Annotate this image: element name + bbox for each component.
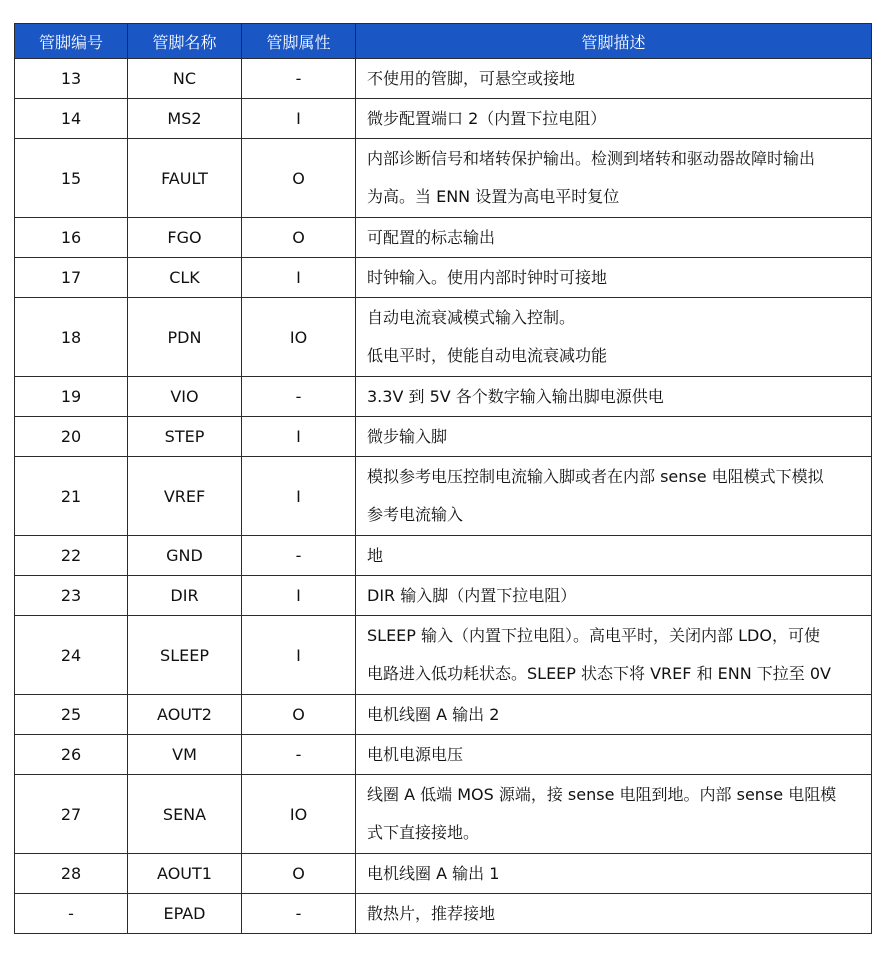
- pin-description-cell: [356, 695, 872, 735]
- pin-description-cell: [356, 616, 872, 695]
- pin-name-cell: NC: [128, 59, 242, 99]
- pin-attribute-cell: O: [242, 695, 356, 735]
- description-line: SLEEP 输入（内置下拉电阻）。高电平时，关闭内部 LDO，可使: [367, 626, 820, 645]
- pin-attribute-cell: I: [242, 258, 356, 298]
- pin-attribute-cell: I: [242, 576, 356, 616]
- pin-name-cell: AOUT2: [128, 695, 242, 735]
- pin-number-cell: 24: [15, 616, 128, 695]
- pin-number-cell: 20: [15, 417, 128, 457]
- header-pin-name: 管脚名称: [128, 24, 242, 59]
- pin-description-cell: [356, 576, 872, 616]
- header-pin-number: 管脚编号: [15, 24, 128, 59]
- pin-attribute-cell: IO: [242, 298, 356, 377]
- pin-attribute-cell: -: [242, 59, 356, 99]
- description-line: 电机线圈 A 输出 1: [367, 863, 500, 883]
- pin-name-cell: GND: [128, 536, 242, 576]
- pin-description-cell: [356, 775, 872, 854]
- description-line: 参考电流输入: [367, 505, 464, 524]
- header-pin-description: 管脚描述: [356, 24, 872, 59]
- pin-name-cell: AOUT1: [128, 854, 242, 894]
- table-row: [15, 457, 872, 536]
- description-line: 模拟参考电压控制电流输入脚或者在内部 sense 电阻模式下模拟: [367, 467, 824, 486]
- description-line: 电机线圈 A 输出 2: [367, 704, 500, 724]
- pin-attribute-cell: O: [242, 218, 356, 258]
- pin-name-cell: FAULT: [128, 139, 242, 218]
- table-row: [15, 854, 872, 894]
- table-row: [15, 377, 872, 417]
- pin-name-cell: SLEEP: [128, 616, 242, 695]
- table-row: [15, 894, 872, 934]
- pin-name-cell: MS2: [128, 99, 242, 139]
- table-row: [15, 258, 872, 298]
- pin-number-cell: 19: [15, 377, 128, 417]
- pin-name-cell: VIO: [128, 377, 242, 417]
- description-line: 自动电流衰减模式输入控制。: [367, 308, 576, 327]
- pin-number-cell: 28: [15, 854, 128, 894]
- pin-attribute-cell: -: [242, 377, 356, 417]
- pin-description-cell: [356, 218, 872, 258]
- pin-name-cell: CLK: [128, 258, 242, 298]
- description-line: 可配置的标志输出: [367, 227, 496, 247]
- pin-attribute-cell: I: [242, 457, 356, 536]
- pin-description-cell: [356, 457, 872, 536]
- pin-number-cell: 26: [15, 735, 128, 775]
- description-line: 电机电源电压: [367, 744, 464, 764]
- description-line: 式下直接接地。: [367, 823, 480, 842]
- description-line: 为高。当 ENN 设置为高电平时复位: [367, 187, 620, 206]
- pin-description-cell: [356, 59, 872, 99]
- pin-number-cell: 16: [15, 218, 128, 258]
- pin-description-cell: [356, 536, 872, 576]
- pin-description-cell: [356, 417, 872, 457]
- pin-name-cell: PDN: [128, 298, 242, 377]
- description-line: 3.3V 到 5V 各个数字输入输出脚电源供电: [367, 386, 664, 406]
- pin-attribute-cell: O: [242, 854, 356, 894]
- pin-number-cell: 25: [15, 695, 128, 735]
- header-pin-attribute: 管脚属性: [242, 24, 356, 59]
- table-row: [15, 536, 872, 576]
- table-row: [15, 298, 872, 377]
- pin-description-cell: [356, 258, 872, 298]
- pin-name-cell: STEP: [128, 417, 242, 457]
- pin-attribute-cell: -: [242, 735, 356, 775]
- description-line: DIR 输入脚（内置下拉电阻）: [367, 585, 577, 605]
- pin-number-cell: 21: [15, 457, 128, 536]
- pin-number-cell: 23: [15, 576, 128, 616]
- pin-attribute-cell: -: [242, 894, 356, 934]
- pin-description-cell: [356, 139, 872, 218]
- description-line: 散热片，推荐接地: [367, 903, 496, 923]
- pin-description-cell: [356, 735, 872, 775]
- pin-description-cell: [356, 298, 872, 377]
- pin-name-cell: DIR: [128, 576, 242, 616]
- pin-attribute-cell: O: [242, 139, 356, 218]
- description-line: 时钟输入。使用内部时钟时可接地: [367, 267, 608, 287]
- table-row: [15, 99, 872, 139]
- pin-description-cell: [356, 854, 872, 894]
- pin-table: [14, 23, 872, 934]
- pin-number-cell: 18: [15, 298, 128, 377]
- pin-name-cell: EPAD: [128, 894, 242, 934]
- pin-attribute-cell: I: [242, 616, 356, 695]
- pin-attribute-cell: I: [242, 417, 356, 457]
- pin-number-cell: 14: [15, 99, 128, 139]
- description-line: 内部诊断信号和堵转保护输出。检测到堵转和驱动器故障时输出: [367, 149, 816, 168]
- table-row: [15, 616, 872, 695]
- table-body: [15, 59, 872, 934]
- pin-attribute-cell: I: [242, 99, 356, 139]
- description-line: 电路进入低功耗状态。SLEEP 状态下将 VREF 和 ENN 下拉至 0V: [367, 664, 832, 683]
- table-row: [15, 139, 872, 218]
- table-row: [15, 775, 872, 854]
- pin-name-cell: VM: [128, 735, 242, 775]
- pin-number-cell: 22: [15, 536, 128, 576]
- pin-attribute-cell: IO: [242, 775, 356, 854]
- pin-number-cell: 27: [15, 775, 128, 854]
- pin-description-cell: [356, 377, 872, 417]
- pin-number-cell: 15: [15, 139, 128, 218]
- description-line: 低电平时，使能自动电流衰减功能: [367, 346, 608, 365]
- description-line: 不使用的管脚，可悬空或接地: [367, 68, 576, 88]
- table-row: [15, 59, 872, 99]
- pin-name-cell: FGO: [128, 218, 242, 258]
- table-row: [15, 417, 872, 457]
- header-row: [15, 24, 872, 59]
- description-line: 微步输入脚: [367, 426, 448, 446]
- pin-number-cell: 17: [15, 258, 128, 298]
- description-line: 地: [367, 545, 384, 565]
- pin-name-cell: SENA: [128, 775, 242, 854]
- pin-description-cell: [356, 894, 872, 934]
- table-row: [15, 576, 872, 616]
- pin-name-cell: VREF: [128, 457, 242, 536]
- pin-description-cell: [356, 99, 872, 139]
- description-line: 线圈 A 低端 MOS 源端，接 sense 电阻到地。内部 sense 电阻模: [367, 785, 837, 804]
- pin-number-cell: 13: [15, 59, 128, 99]
- table-header: [15, 24, 872, 59]
- description-line: 微步配置端口 2（内置下拉电阻）: [367, 108, 607, 128]
- table-row: [15, 735, 872, 775]
- table-row: [15, 695, 872, 735]
- table-row: [15, 218, 872, 258]
- pin-number-cell: -: [15, 894, 128, 934]
- pin-attribute-cell: -: [242, 536, 356, 576]
